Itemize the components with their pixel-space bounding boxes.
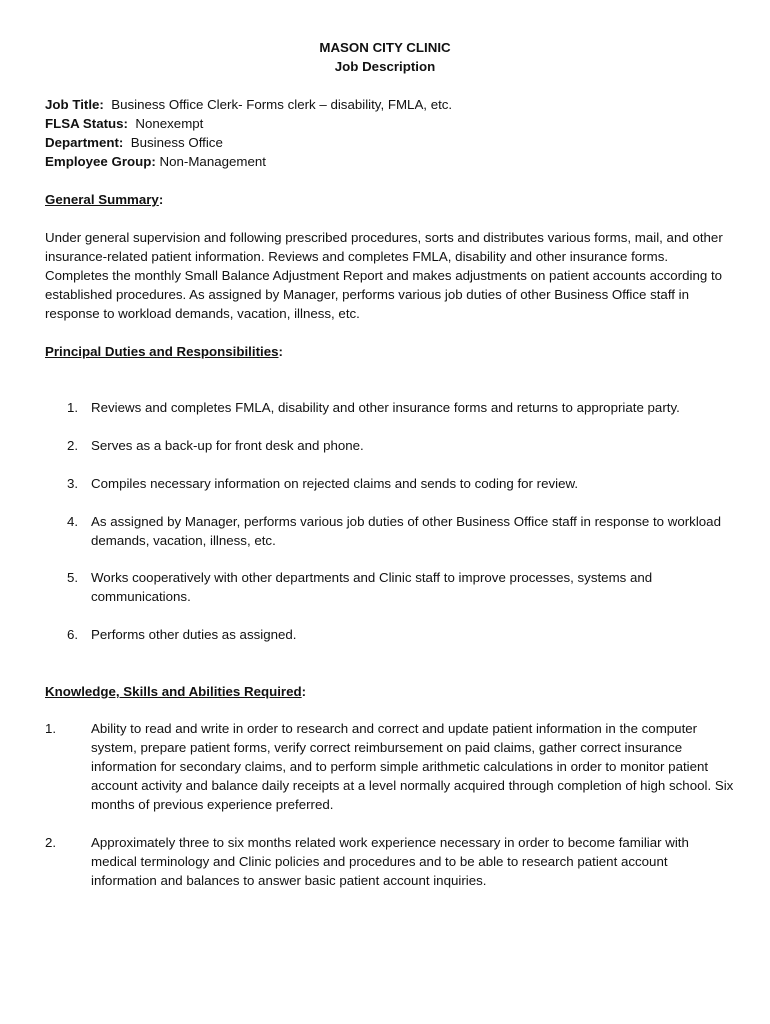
department-label: Department:: [45, 135, 124, 150]
job-title-label: Job Title:: [45, 97, 104, 112]
department-value: Business Office: [130, 135, 223, 150]
flsa-label: FLSA Status:: [45, 116, 128, 131]
employee-group-value: Non-Management: [159, 154, 266, 169]
flsa-value: Nonexempt: [135, 116, 204, 131]
job-title-value: Business Office Clerk- Forms clerk – disability, FMLA, etc.: [111, 97, 453, 112]
doc-type: Job Description: [334, 59, 436, 74]
job-title-line: [45, 95, 452, 114]
department-line: [45, 133, 223, 152]
flsa-line: [45, 114, 203, 133]
general-summary-heading: General Summary:: [45, 192, 164, 207]
employee-group-line: [45, 152, 266, 171]
duties-heading: Principal Duties and Responsibilities:: [45, 344, 283, 359]
org-name: MASON CITY CLINIC: [319, 40, 451, 55]
employee-group-label: Employee Group:: [45, 154, 156, 169]
general-summary-text: Under general supervision and following prescribed procedures, sorts and distributes various forms, mail, and other insurance-related patient information. Reviews and completes FMLA, disability and other insurance forms. Completes the monthly Small Balance Adjustment Report and makes adjustments on patient accounts according to established procedures. As assigned by Manager, performs various job duties of other Business Office staff in response to workload demands, vacation, illness, etc.: [45, 230, 723, 321]
document-page: MASON CITY CLINIC Job Description Job Title: Business Office Clerk- Forms clerk – disability, FMLA, etc. FLSA Status: Nonexempt Department: Business Office Employee Group: Non-Management General Summary: Under general supervision and following prescribed procedures, sorts and distributes various forms, mail, and other insurance-related patient information. Reviews and completes FMLA, disability and other insurance forms. Completes the monthly Small Balance Adjustment Report and makes adjustments on patient accounts according to established procedures. As assigned by Manager, performs various job duties of other Business Office staff in response to workload demands, vacation, illness, etc. Principal Duties and Responsibilities: 1. Reviews and completes FMLA, disability and other insurance forms and returns to appropriate party. 2. Serves as a back-up for front desk and phone. 3. Compiles necessary information on rejected claims and sends to coding for review. 4. As assigned by Manager, performs various job duties of other Business Office staff in response to workload demands, vacation, illness, etc. 5. Works cooperatively with other departments and Clinic staff to improve processes, systems and communications. 6. Performs other duties as assigned. Knowledge, Skills and Abilities Required: 1. Ability to read and write in order to research and correct and update patient information in the computer system, prepare patient forms, verify correct reimbursement on paid claims, gather correct insurance information for secondary claims, and to perform simple arithmetic calculations in order to monitor patient account activity and balance daily receipts at a level normally acquired through completion of high school. Six months of previous experience preferred. 2. Approximately three to six months related work experience necessary in order to become familiar with medical terminology and Clinic policies and procedures and to be able to research patient account information and balances to answer basic patient account inquiries.: [0, 0, 770, 1024]
ksa-heading: Knowledge, Skills and Abilities Required:: [45, 684, 307, 699]
